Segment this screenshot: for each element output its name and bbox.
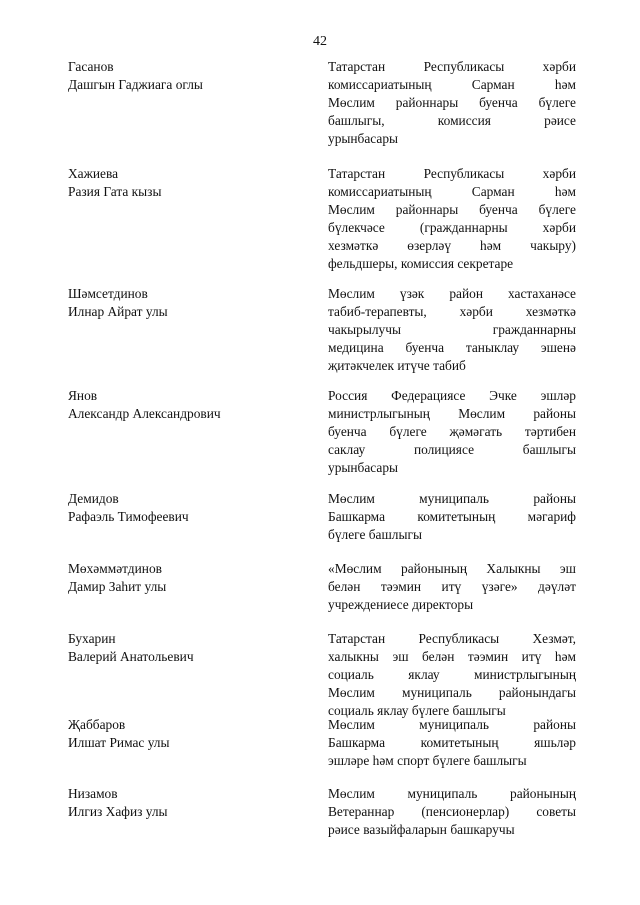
- member-surname: Бухарин: [68, 631, 116, 646]
- role-line: белән тәэмин итү үзәге» дәүләт: [328, 579, 576, 594]
- role-line: Татарстан Республикасы хәрби: [328, 166, 576, 181]
- member-role: [328, 165, 576, 273]
- member-surname: Хажиева: [68, 166, 119, 181]
- member-surname: Янов: [68, 388, 98, 403]
- role-line: министрлыгының Мөслим районы: [328, 406, 576, 421]
- role-line: Ветераннар (пенсионерлар) советы: [328, 804, 576, 819]
- member-name: [68, 785, 298, 821]
- member-surname: Гасанов: [68, 59, 114, 74]
- role-line: буенча бүлеге җәмәгать тәртибен: [328, 424, 576, 439]
- member-surname: Мөхәммәтдинов: [68, 561, 162, 576]
- role-line: социаль яклау бүлеге башлыгы: [328, 703, 506, 718]
- member-name: [68, 490, 298, 526]
- role-line: Мөслим муниципаль районының: [328, 786, 576, 801]
- member-surname: Шәмсетдинов: [68, 286, 148, 301]
- member-name: [68, 560, 298, 596]
- member-name: [68, 58, 298, 94]
- role-line: хезмәткә өзерләү һәм чакыру): [328, 238, 576, 253]
- role-line: башлыгы, комиссия рәисе: [328, 113, 576, 128]
- role-line: фельдшеры, комиссия секретаре: [328, 256, 514, 271]
- member-name: [68, 387, 298, 423]
- member-given-name: Валерий Анатольевич: [68, 649, 194, 664]
- role-line: Россия Федерациясе Эчке эшләр: [328, 388, 576, 403]
- member-given-name: Илшат Римас улы: [68, 735, 170, 750]
- role-line: Башкарма комитетының яшьләр: [328, 735, 576, 750]
- member-role: [328, 285, 576, 375]
- role-line: рәисе вазыйфаларын башкаручы: [328, 822, 515, 837]
- member-given-name: Рафаэль Тимофеевич: [68, 509, 189, 524]
- role-line: урынбасары: [328, 460, 399, 475]
- role-line: Татарстан Республикасы Хезмәт,: [328, 631, 576, 646]
- role-line: «Мөслим районының Халыкны эш: [328, 561, 576, 576]
- role-line: чакырылучы гражданнарны: [328, 322, 576, 337]
- role-line: Мөслим үзәк район хастаханәсе: [328, 286, 576, 301]
- member-given-name: Дашгын Гаджиага оглы: [68, 77, 203, 92]
- role-line: медицина буенча таныклау эшенә: [328, 340, 576, 355]
- role-line: җитәкчелек итүче табиб: [328, 358, 466, 373]
- member-name: [68, 285, 298, 321]
- role-line: комиссариатының Сарман һәм: [328, 77, 576, 92]
- role-line: социаль яклау министрлыгының: [328, 667, 576, 682]
- member-name: [68, 630, 298, 666]
- member-given-name: Александр Александрович: [68, 406, 221, 421]
- role-line: учреждениесе директоры: [328, 597, 474, 612]
- role-line: бүлекчәсе (гражданнарны хәрби: [328, 220, 576, 235]
- member-given-name: Илнар Айрат улы: [68, 304, 168, 319]
- role-line: саклау полициясе башлыгы: [328, 442, 576, 457]
- role-line: Мөслим муниципаль районы: [328, 491, 576, 506]
- member-surname: Низамов: [68, 786, 118, 801]
- member-given-name: Разия Гата кызы: [68, 184, 162, 199]
- role-line: бүлеге башлыгы: [328, 527, 422, 542]
- member-role: [328, 58, 576, 148]
- member-name: [68, 165, 298, 201]
- role-line: урынбасары: [328, 131, 399, 146]
- member-role: [328, 387, 576, 477]
- member-given-name: Дамир Заһит улы: [68, 579, 167, 594]
- member-role: [328, 630, 576, 720]
- role-line: Башкарма комитетының мәгариф: [328, 509, 576, 524]
- role-line: эшләре һәм спорт бүлеге башлыгы: [328, 753, 527, 768]
- member-role: [328, 560, 576, 614]
- member-surname: Җаббаров: [68, 717, 126, 732]
- member-name: [68, 716, 298, 752]
- member-role: [328, 716, 576, 770]
- role-line: Татарстан Республикасы хәрби: [328, 59, 576, 74]
- role-line: комиссариатының Сарман һәм: [328, 184, 576, 199]
- role-line: Мөслим муниципаль районы: [328, 717, 576, 732]
- page-number: 42: [313, 34, 327, 49]
- role-line: халыкны эш белән тәэмин итү һәм: [328, 649, 576, 664]
- role-line: Мөслим районнары буенча бүлеге: [328, 202, 576, 217]
- member-role: [328, 785, 576, 839]
- member-surname: Демидов: [68, 491, 119, 506]
- role-line: Мөслим районнары буенча бүлеге: [328, 95, 576, 110]
- role-line: Мөслим муниципаль районындагы: [328, 685, 576, 700]
- member-given-name: Илгиз Хафиз улы: [68, 804, 168, 819]
- role-line: табиб-терапевты, хәрби хезмәткә: [328, 304, 576, 319]
- member-role: [328, 490, 576, 544]
